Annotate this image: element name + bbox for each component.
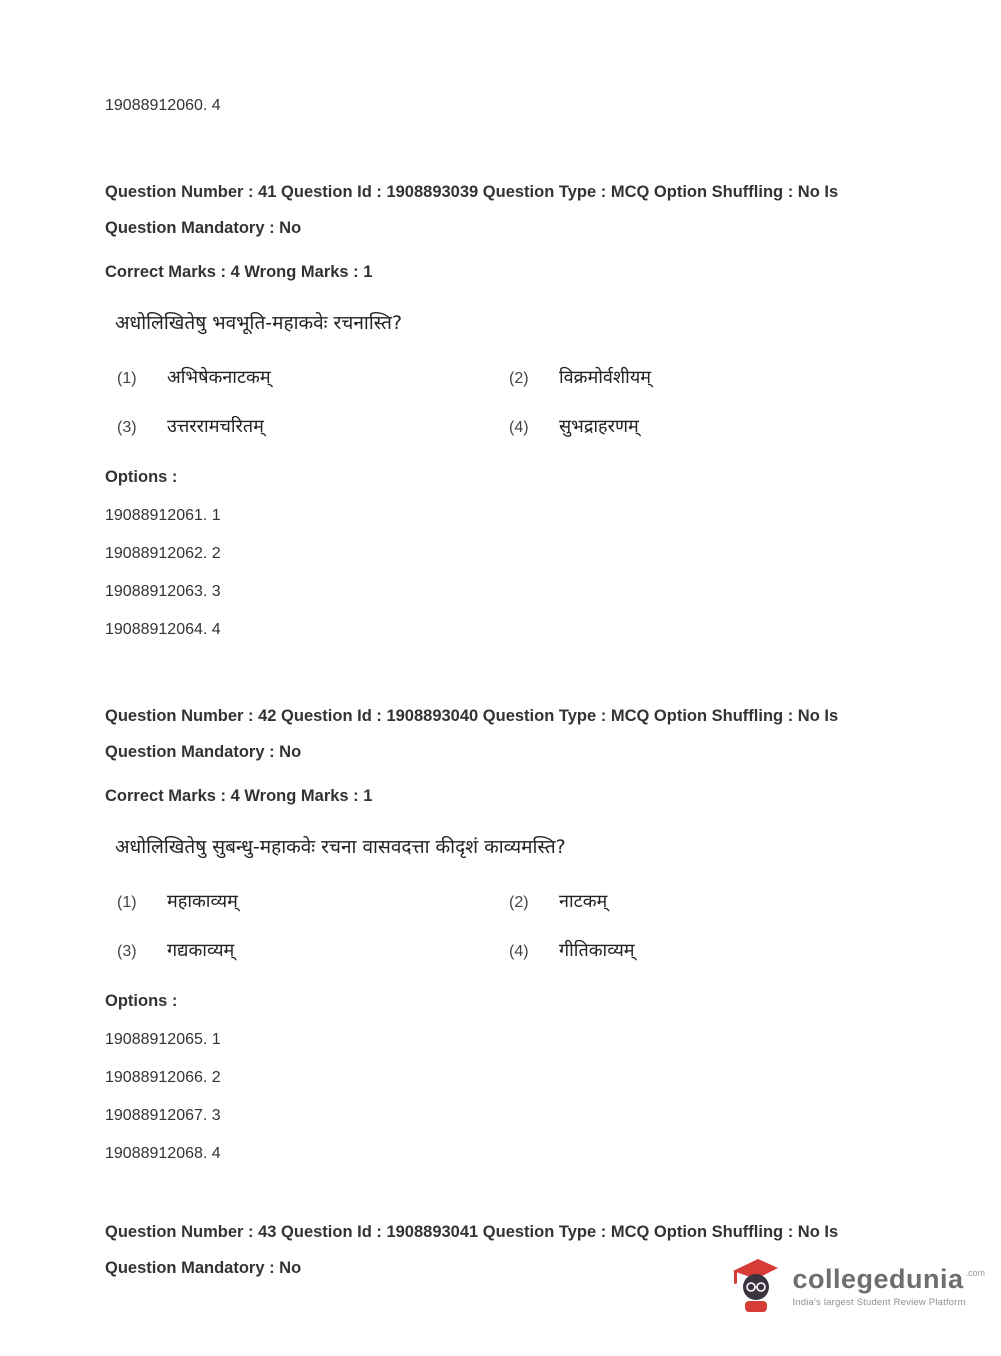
option-id: 19088912060. 4 <box>105 97 221 114</box>
choice-text: गीतिकाव्यम् <box>559 940 635 961</box>
choice <box>509 889 901 913</box>
question-header-line: Question Mandatory : No <box>105 743 302 761</box>
option-id: 19088912061. 1 <box>105 507 221 524</box>
choice <box>509 414 901 438</box>
option-id: 19088912067. 3 <box>105 1107 221 1124</box>
option-id: 19088912064. 4 <box>105 621 221 638</box>
choice <box>117 938 509 962</box>
choice <box>509 365 901 389</box>
question-header-line: Question Mandatory : No <box>105 1259 302 1277</box>
logo-brand-suffix: .com <box>965 1268 985 1278</box>
choice-text: उत्तररामचरितम् <box>167 416 264 437</box>
question-header-line: Question Number : 43 Question Id : 1908893041 Question Type : MCQ Option Shuffling : No Is <box>105 1223 839 1241</box>
choice-number: (1) <box>117 894 137 911</box>
choice-text: अभिषेकनाटकम् <box>167 367 271 388</box>
option-id: 19088912065. 1 <box>105 1031 221 1048</box>
question-header-line: Question Mandatory : No <box>105 219 302 237</box>
marks-line: Correct Marks : 4 Wrong Marks : 1 <box>105 263 373 281</box>
option-id: 19088912068. 4 <box>105 1145 221 1162</box>
question-header-line: Question Number : 41 Question Id : 1908893039 Question Type : MCQ Option Shuffling : No Is <box>105 183 839 201</box>
logo-brand-text: collegedunia <box>792 1264 964 1294</box>
choice-text: नाटकम् <box>559 891 608 912</box>
choice-number: (3) <box>117 419 137 436</box>
choice-text: महाकाव्यम् <box>167 891 238 912</box>
question-text: अधोलिखितेषु भवभूति-महाकवेः रचनास्ति? <box>115 312 403 334</box>
choice-number: (4) <box>509 943 529 960</box>
logo-text-column <box>792 1265 985 1308</box>
question-text: अधोलिखितेषु सुबन्धु-महाकवेः रचना वासवदत्ता कीदृशं काव्यमस्ति? <box>115 836 566 858</box>
choices-grid <box>117 889 901 962</box>
choice <box>117 365 509 389</box>
choice-number: (1) <box>117 370 137 387</box>
choice-text: सुभद्राहरणम् <box>559 416 639 437</box>
choice-number: (2) <box>509 370 529 387</box>
logo-text-row <box>792 1265 985 1293</box>
choice <box>509 938 901 962</box>
choice-text: विक्रमोर्वशीयम् <box>559 367 652 388</box>
options-label: Options : <box>105 992 178 1010</box>
collegedunia-logo <box>730 1255 985 1318</box>
option-id: 19088912066. 2 <box>105 1069 221 1086</box>
logo-tagline: India's largest Student Review Platform <box>792 1297 966 1308</box>
choices-grid <box>117 365 901 438</box>
option-id: 19088912062. 2 <box>105 545 221 562</box>
choice-number: (2) <box>509 894 529 911</box>
collegedunia-mascot-icon <box>730 1255 782 1318</box>
marks-line: Correct Marks : 4 Wrong Marks : 1 <box>105 787 373 805</box>
option-id: 19088912063. 3 <box>105 583 221 600</box>
question-header-line: Question Number : 42 Question Id : 1908893040 Question Type : MCQ Option Shuffling : No Is <box>105 707 839 725</box>
choice-number: (3) <box>117 943 137 960</box>
options-label: Options : <box>105 468 178 486</box>
question-block-42 <box>105 705 901 1163</box>
choice-number: (4) <box>509 419 529 436</box>
choice <box>117 889 509 913</box>
choice <box>117 414 509 438</box>
choice-text: गद्यकाव्यम् <box>167 940 235 961</box>
question-block-41 <box>105 181 901 639</box>
